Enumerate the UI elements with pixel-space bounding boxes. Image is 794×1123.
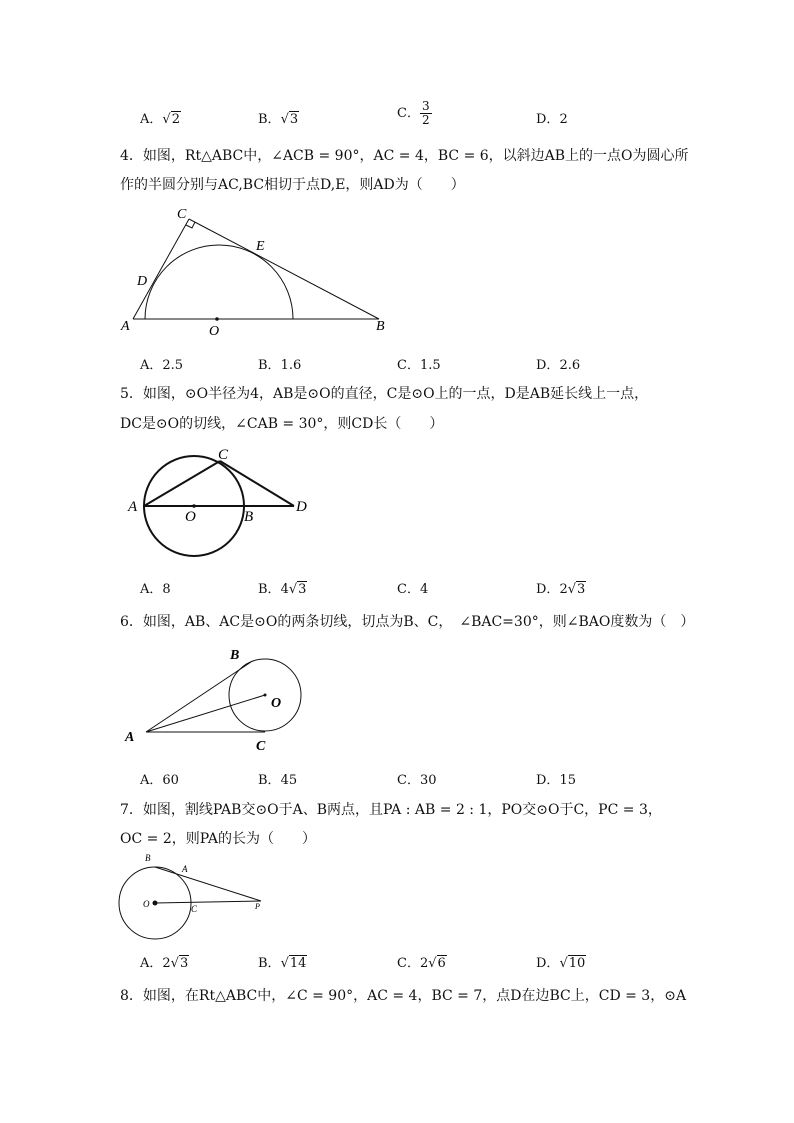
q6-label-o: O [271, 696, 282, 711]
sqrt-symbol: √2 [162, 112, 180, 127]
q3-option-a: A．√2 [140, 112, 180, 127]
q5-option-d: D．2√3 [536, 582, 586, 597]
q6-label-a: A [125, 730, 135, 745]
q5-label-c: C [218, 447, 229, 463]
q5-stem-line1: 5．如图，⊙O半径为4，AB是⊙O的直径，C是⊙O上的一点，D是AB延长线上一点， [120, 386, 649, 402]
q5-option-c: C．4 [397, 582, 429, 597]
q4-stem-line2: 作的半圆分别与AC,BC相切于点D,E，则AD为（ ） [120, 177, 465, 193]
q6-stem-line1: 6．如图，AB、AC是⊙O的两条切线，切点为B、C， ∠BAC=30°，则∠BAO度数为（ ） [120, 614, 695, 630]
q5-label-b: B [244, 509, 254, 525]
q7-figure [115, 850, 275, 945]
q6-label-c: C [256, 739, 266, 754]
q5-label-a: A [128, 499, 138, 515]
q7-label-a: A [182, 864, 188, 874]
q3-option-d: D．2 [536, 112, 568, 127]
q4-option-d: D．2.6 [536, 358, 581, 373]
q7-label-b: B [145, 853, 151, 863]
q6-label-b: B [230, 648, 240, 663]
q4-label-d: D [137, 274, 148, 289]
q4-stem-line1: 4．如图，Rt△ABC中，∠ACB = 90°，AC = 4，BC = 6，以斜边AB上的一点O为圆心所 [120, 148, 689, 164]
q7-option-a: A．2√3 [140, 956, 189, 971]
q5-option-a: A．8 [140, 582, 171, 597]
q4-label-a: A [121, 319, 130, 334]
q4-figure [120, 200, 400, 340]
q6-option-b: B．45 [258, 773, 298, 788]
q4-label-o: O [209, 324, 220, 339]
q7-label-o: O [143, 899, 150, 909]
q4-option-b: B．1.6 [258, 358, 302, 373]
q3-option-c: C． $\frac{3}{2}$ [397, 99, 430, 127]
q5-label-d: D [296, 499, 307, 515]
q7-option-c: C．2√6 [397, 956, 446, 971]
q7-option-d: D．√10 [536, 956, 586, 971]
q7-label-p: P [255, 902, 260, 911]
q6-option-c: C．30 [397, 773, 437, 788]
q5-option-b: B．4√3 [258, 582, 307, 597]
q4-label-c: C [177, 207, 187, 222]
q4-label-b: B [376, 319, 385, 334]
q6-option-d: D．15 [536, 773, 576, 788]
q5-stem-line2: DC是⊙O的切线，∠CAB = 30°，则CD长（ ） [120, 416, 444, 432]
q7-label-c: C [191, 904, 198, 914]
q4-label-e: E [256, 239, 265, 254]
q4-option-a: A．2.5 [140, 358, 184, 373]
q8-stem-line1: 8．如图，在Rt△ABC中，∠C = 90°，AC = 4，BC = 7，点D在边BC上，CD = 3，⊙A [120, 988, 687, 1004]
q7-option-b: B．√14 [258, 956, 307, 971]
q6-figure [120, 640, 320, 760]
q7-stem-line2: OC = 2，则PA的长为（ ） [120, 831, 316, 847]
q3-option-b: B．√3 [258, 112, 299, 127]
q7-stem-line1: 7．如图，割线PAB交⊙O于A、B两点，且PA : AB = 2 : 1，PO交⊙O于C，PC = 3， [120, 802, 662, 818]
q5-figure [120, 440, 330, 560]
q5-label-o: O [185, 509, 196, 525]
q6-option-a: A．60 [140, 773, 179, 788]
fraction: $\frac{3}{2}$ [421, 99, 430, 127]
q4-option-c: C．1.5 [397, 358, 441, 373]
